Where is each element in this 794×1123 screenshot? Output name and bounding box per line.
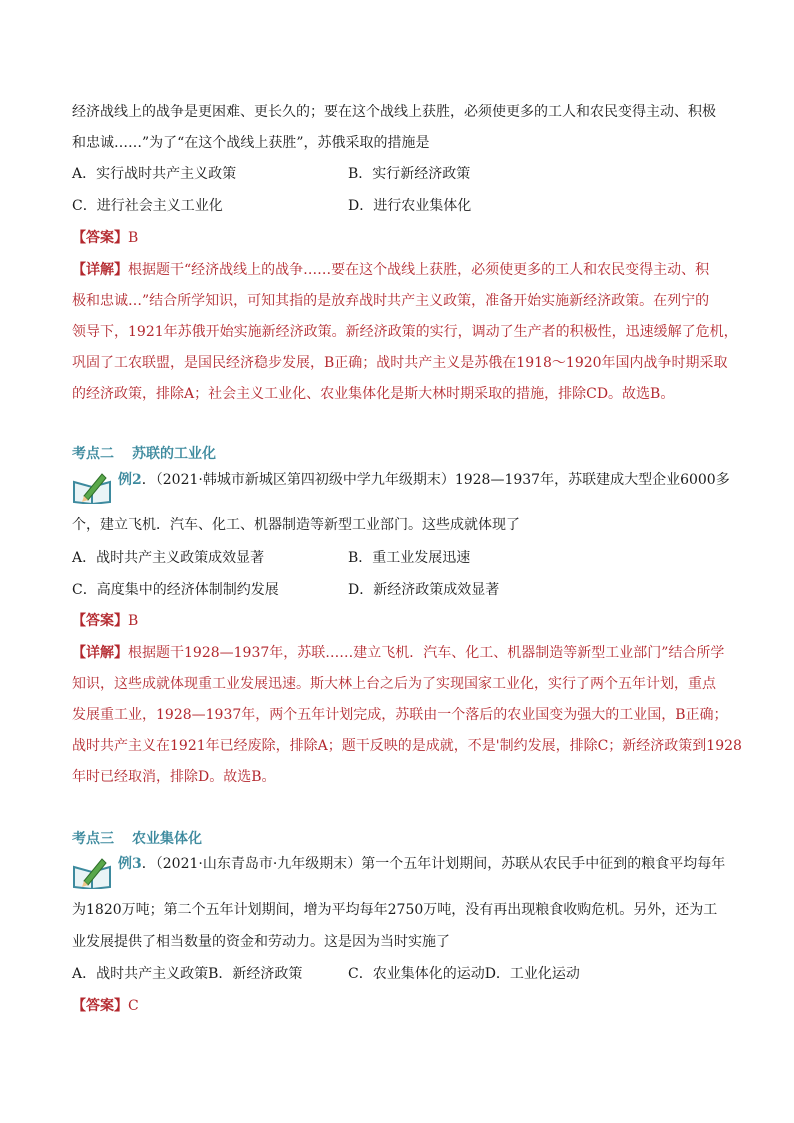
q1-detail-line-1 [72,260,709,280]
q2-detail-label: 【详解】 [72,645,128,661]
q1-detail-line-5: 的经济政策，排除A；社会主义工业化、农业集体化是斯大林时期采取的措施，排除CD。故选B。 [72,386,675,402]
q2-detail-line-2: 知识，这些成就体现重工业发展迅速。斯大林上台之后为了实现国家工业化，实行了两个五年计划，重点 [72,676,716,692]
q2-detail-line-4: 战时共产主义在1921年已经废除，排除A；题干反映的是成就，不是'制约发展，排除C；新经济政策到1928 [72,738,742,754]
q1-stem-line-2: 和忠诚……”为了“在这个战线上获胜”，苏俄采取的措施是 [72,135,430,151]
q2-detail-line-5: 年时已经取消，排除D。故选B。 [72,769,276,785]
book-pencil-icon [72,470,112,504]
q1-detail-line-3: 领导下，1921年苏俄开始实施新经济政策。新经济政策的实行，调动了生产者的积极性，迅速缓解了危机， [72,324,738,340]
q3-stem-line-2: 为1820万吨；第二个五年计划期间，增为平均每年2750万吨，没有再出现粮食收购危机。另外，还为工 [72,902,718,918]
q3-option-cd: C．农业集体化的运动D．工业化运动 [348,966,580,982]
q1-answer-label: 【答案】 [72,230,128,246]
q1-detail-text-1: 根据题干“经济战线上的战争……要在这个战线上获胜，必须使更多的工人和农民变得主动、积 [128,262,710,278]
q2-option-a: A．战时共产主义政策成效显著 [72,550,265,566]
section-3-number: 考点三 [72,831,114,847]
q2-dot: ． [141,472,156,488]
q2-answer [72,611,138,631]
q1-option-d: D．进行农业集体化 [348,198,472,214]
q1-stem-line-1: 经济战线上的战争是更困难、更长久的；要在这个战线上获胜，必须使更多的工人和农民变得主动、积极 [72,104,716,120]
q2-answer-label: 【答案】 [72,613,128,629]
q3-label: 例3 [118,856,142,872]
q2-label: 例2 [118,472,142,488]
q2-answer-value: B [128,613,139,629]
q3-option-ab: A．战时共产主义政策B．新经济政策 [72,966,303,982]
section-2-number: 考点二 [72,446,114,462]
q1-option-a: A．实行战时共产主义政策 [72,166,237,182]
q2-detail-text-1: 根据题干1928—1937年，苏联……建立飞机．汽车、化工、机器制造等新型工业部门”结合所学 [128,645,725,661]
q3-answer [72,996,139,1016]
q2-option-c: C．高度集中的经济体制制约发展 [72,582,279,598]
q2-stem-line-1 [118,470,730,490]
section-2-heading [72,443,216,463]
q3-stem-text-1: （2021·山东青岛市·九年级期末）第一个五年计划期间，苏联从农民手中征到的粮食平均每年 [155,856,726,872]
q2-stem-text-1: （2021·韩城市新城区第四初级中学九年级期末）1928—1937年，苏联建成大型企业6000多 [155,472,730,488]
q1-option-b: B．实行新经济政策 [348,166,471,182]
q1-answer-value: B [128,230,139,246]
q2-option-d: D．新经济政策成效显著 [348,582,500,598]
q2-option-b: B．重工业发展迅速 [348,550,471,566]
section-3-heading [72,828,202,848]
q2-detail-line-3: 发展重工业，1928—1937年，两个五年计划完成，苏联由一个落后的农业国变为强大的工业国，B正确； [72,707,728,723]
q3-answer-value: C [128,998,139,1014]
book-pencil-icon [72,855,112,889]
q3-dot: ． [141,856,156,872]
q1-answer [72,228,138,248]
q2-detail-line-1 [72,643,724,663]
q1-option-c: C．进行社会主义工业化 [72,198,223,214]
q3-stem-line-3: 业发展提供了相当数量的资金和劳动力。这是因为当时实施了 [72,934,450,950]
section-3-title: 农业集体化 [132,831,202,847]
q3-stem-line-1 [118,854,725,874]
q3-answer-label: 【答案】 [72,998,128,1014]
q2-stem-line-2: 个，建立飞机．汽车、化工、机器制造等新型工业部门。这些成就体现了 [72,517,520,533]
q1-detail-line-4: 巩固了工农联盟，是国民经济稳步发展，B正确；战时共产主义是苏俄在1918～1920年国内战争时期采取 [72,355,728,371]
section-2-title: 苏联的工业化 [132,446,216,462]
q1-detail-line-2: 极和忠诚…”结合所学知识，可知其指的是放弃战时共产主义政策，准备开始实施新经济政策。在列宁的 [72,293,710,309]
q1-detail-label: 【详解】 [72,262,128,278]
